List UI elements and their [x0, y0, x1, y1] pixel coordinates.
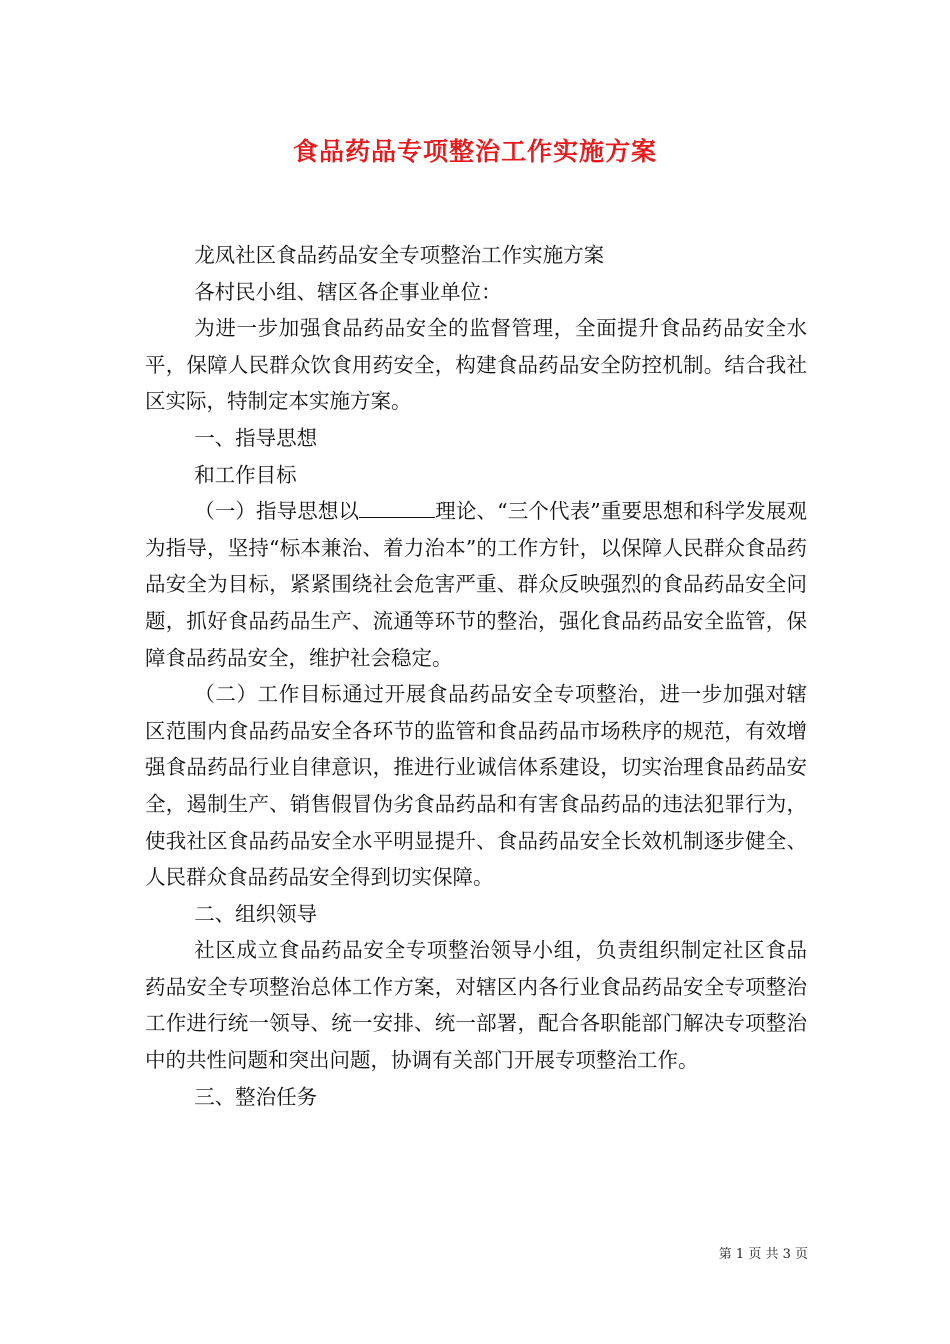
section-heading-1-cont: 和工作目标 — [194, 462, 297, 487]
paragraph-subtitle: 龙凤社区食品药品安全专项整治工作实施方案 — [194, 243, 605, 267]
blank-underline — [359, 499, 435, 518]
paragraph-guiding-thought — [145, 493, 807, 676]
section-heading-1: 一、指导思想 — [194, 425, 318, 450]
page-title: 食品药品专项整治工作实施方案 — [292, 137, 657, 166]
paragraph-organization: 社区成立食品药品安全专项整治领导小组，负责组织制定社区食品药品安全专项整治总体工作方案，对辖区内各行业食品药品安全专项整治工作进行统一领导、统一安排、统一部署，配合各职能部门解决专项整治中的共性问题和突出问题，协调有关部门开展专项整治工作。 — [145, 938, 807, 1073]
section-heading-3: 三、整治任务 — [194, 1084, 318, 1109]
page-number: 第 1 页 共 3 页 — [718, 1247, 808, 1262]
paragraph-work-goal: （二）工作目标通过开展食品药品安全专项整治，进一步加强对辖区范围内食品药品安全各环节的监管和食品药品市场秩序的规范，有效增强食品药品行业自律意识，推进行业诚信体系建设，切实治理食品药品安全，遏制生产、销售假冒伪劣食品药品和有害食品药品的违法犯罪行为，使我社区食品药品安全水平明显提升、食品药品安全长效机制逐步健全、人民群众食品药品安全得到切实保障。 — [145, 682, 807, 890]
paragraph-intro: 为进一步加强食品药品安全的监督管理，全面提升食品药品安全水平，保障人民群众饮食用药安全，构建食品药品安全防控机制。结合我社区实际，特制定本实施方案。 — [145, 316, 807, 414]
paragraph-salutation: 各村民小组、辖区各企事业单位： — [194, 279, 502, 304]
section-heading-2: 二、组织领导 — [194, 901, 318, 926]
document-body — [145, 237, 807, 1115]
guiding-thought-lead: （一）指导思想以 — [194, 499, 360, 524]
guiding-thought-rest: 理论、“三个代表”重要思想和科学发展观为指导，坚持“标本兼治、着力治本”的工作方针，以保障人民群众食品药品安全为目标，紧紧围绕社会危害严重、群众反映强烈的食品药品安全问题，抓好食品药品生产、流通等环节的整治，强化食品药品安全监管，保障食品药品安全，维护社会稳定。 — [145, 499, 807, 670]
